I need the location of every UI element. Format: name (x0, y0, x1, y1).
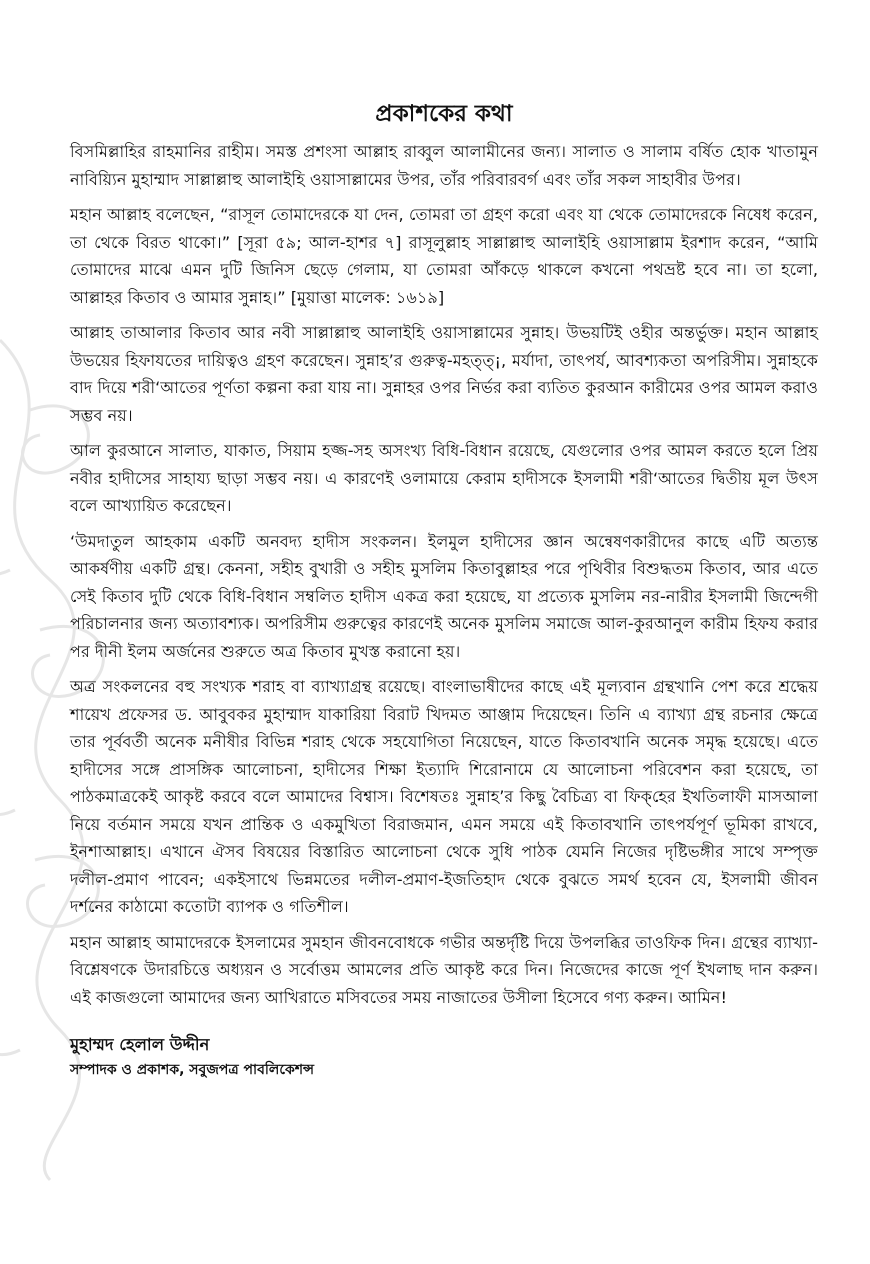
signature-name: মুহাম্মদ হেলাল উদ্দীন (70, 1035, 210, 1054)
document-page (70, 96, 818, 1081)
paragraph-2: মহান আল্লাহ বলেছেন, “রাসূল তোমাদেরকে যা দেন, তোমরা তা গ্রহণ করো এবং যা থেকে তোমাদেরকে নিষেধ করেন, তা থেকে বিরত থাকো।” [সূরা ৫৯; আল-হাশর ৭] রাসূলুল্লাহ সাল্লাল্লাহু আলাইহি ওয়াসাল্লাম ইরশাদ করেন, “আমি তোমাদের মাঝে এমন দুটি জিনিস ছেড়ে গেলাম, যা তোমরা আঁকড়ে থাকলে কখনো পথভ্রষ্ট হবে না। তা হলো, আল্লাহর কিতাব ও আমার সুন্নাহ।” [মুয়াত্তা মালেক: ১৬১৯] (70, 205, 818, 307)
paragraph-5: ‘উমদাতুল আহকাম একটি অনবদ্য হাদীস সংকলন। ইলমুল হাদীসের জ্ঞান অন্বেষণকারীদের কাছে এটি অত্যন্ত আকর্ষণীয় একটি গ্রন্থ। কেননা, সহীহ বুখারী ও সহীহ মুসলিম কিতাবুল্লাহর পরে পৃথিবীর বিশুদ্ধতম কিতাব, আর এতে সেই কিতাব দুটি থেকে বিধি-বিধান সম্বলিত হাদীস একত্র করা হয়েছে, যা প্রত্যেক মুসলিম নর-নারীর ইসলামী জিন্দেগী পরিচালনার জন্য অত্যাবশ্যক। অপরিসীম গুরুত্বের কারণেই অনেক মুসলিম সমাজে আল-কুরআনুল কারীম হিফয করার পর দীনী ইলম অর্জনের শুরুতে অত্র কিতাব মুখস্ত করানো হয়। (70, 531, 818, 661)
paragraph-1: বিসমিল্লাহির রাহমানির রাহীম। সমস্ত প্রশংসা আল্লাহ রাব্বুল আলামীনের জন্য। সালাত ও সালাম বর্ষিত হোক খাতামুন নাবিয়্যিন মুহাম্মাদ সাল্লাল্লাহু আলাইহি ওয়াসাল্লামের উপর, তাঁর পরিবারবর্গ এবং তাঁর সকল সাহাবীর উপর। (70, 142, 818, 189)
paragraph-6: অত্র সংকলনের বহু সংখ্যক শরাহ বা ব্যাখ্যাগ্রন্থ রয়েছে। বাংলাভাষীদের কাছে এই মূল্যবান গ্রন্থখানি পেশ করে শ্রদ্ধেয় শায়েখ প্রফেসর ড. আবুবকর মুহাম্মাদ যাকারিয়া বিরাট খিদমত আঞ্জাম দিয়েছেন। তিনি এ ব্যাখ্যা গ্রন্থ রচনার ক্ষেত্রে তার পূর্ববর্তী অনেক মনীষীর বিভিন্ন শরাহ থেকে সহযোগিতা নিয়েছেন, যাতে কিতাবখানি অনেক সমৃদ্ধ হয়েছে। এতে হাদীসের সঙ্গে প্রাসঙ্গিক আলোচনা, হাদীসের শিক্ষা ইত্যাদি শিরোনামে যে আলোচনা পরিবেশন করা হয়েছে, তা পাঠকমাত্রকেই আকৃষ্ট করবে বলে আমাদের বিশ্বাস। বিশেষতঃ সুন্নাহ’র কিছু বৈচিত্র্য বা ফিক্‌হের ইখতিলাফী মাসআলা নিয়ে বর্তমান সময়ে যখন প্রান্তিক ও একমুখিতা বিরাজমান, এমন সময়ে এই কিতাবখানি তাৎপর্যপূর্ণ ভূমিকা রাখবে, ইনশাআল্লাহ। এখানে ঐসব বিষয়ের বিস্তারিত আলোচনা থেকে সুধি পাঠক যেমনি নিজের দৃষ্টিভঙ্গীর সাথে সম্পৃক্ত দলীল-প্রমাণ পাবেন; একইসাথে ভিন্নমতের দলীল-প্রমাণ-ইজতিহাদ থেকে বুঝতে সমর্থ হবেন যে, ইসলামী জীবন দর্শনের কাঠামো কতোটা ব্যাপক ও গতিশীল। (70, 677, 818, 916)
paragraph-4: আল কুরআনে সালাত, যাকাত, সিয়াম হজ্জ-সহ অসংখ্য বিধি-বিধান রয়েছে, যেগুলোর ওপর আমল করতে হলে প্রিয় নবীর হাদীসের সাহায্য ছাড়া সম্ভব নয়। এ কারণেই ওলামায়ে কেরাম হাদীসকে ইসলামী শরী‘আতের দ্বিতীয় মূল উৎস বলে আখ্যায়িত করেছেন। (70, 441, 818, 515)
paragraph-3: আল্লাহ তাআলার কিতাব আর নবী সাল্লাল্লাহু আলাইহি ওয়াসাল্লামের সুন্নাহ। উভয়টিই ওহীর অন্তর্ভুক্ত। মহান আল্লাহ উভয়ের হিফাযতের দায়িত্বও গ্রহণ করেছেন। সুন্নাহ’র গুরুত্ব-মহত্ত্¡, মর্যাদা, তাৎপর্য, আবশ্যকতা অপরিসীম। সুন্নাহকে বাদ দিয়ে শরী‘আতের পূর্ণতা কল্পনা করা যায় না। সুন্নাহর ওপর নির্ভর করা ব্যতিত কুরআন কারীমের ওপর আমল করাও সম্ভব নয়। (70, 323, 818, 425)
paragraph-7: মহান আল্লাহ আমাদেরকে ইসলামের সুমহান জীবনবোধকে গভীর অন্তর্দৃষ্টি দিয়ে উপলব্ধির তাওফিক দিন। গ্রন্থের ব্যাখ্যা-বিশ্লেষণকে উদারচিত্তে অধ্যয়ন ও সর্বোত্তম আমলের প্রতি আকৃষ্ট করে দিন। নিজেদের কাজে পূর্ণ ইখলাছ দান করুন। এই কাজগুলো আমাদের জন্য আখিরাতে মসিবতের সময় নাজাতের উসীলা হিসেবে গণ্য করুন। আমিন! (70, 932, 818, 1007)
page-title: প্রকাশকের কথা (375, 101, 513, 127)
signature-role: সম্পাদক ও প্রকাশক, সবুজপত্র পাবলিকেশন্স (70, 1062, 315, 1078)
signature-block (70, 1031, 818, 1081)
